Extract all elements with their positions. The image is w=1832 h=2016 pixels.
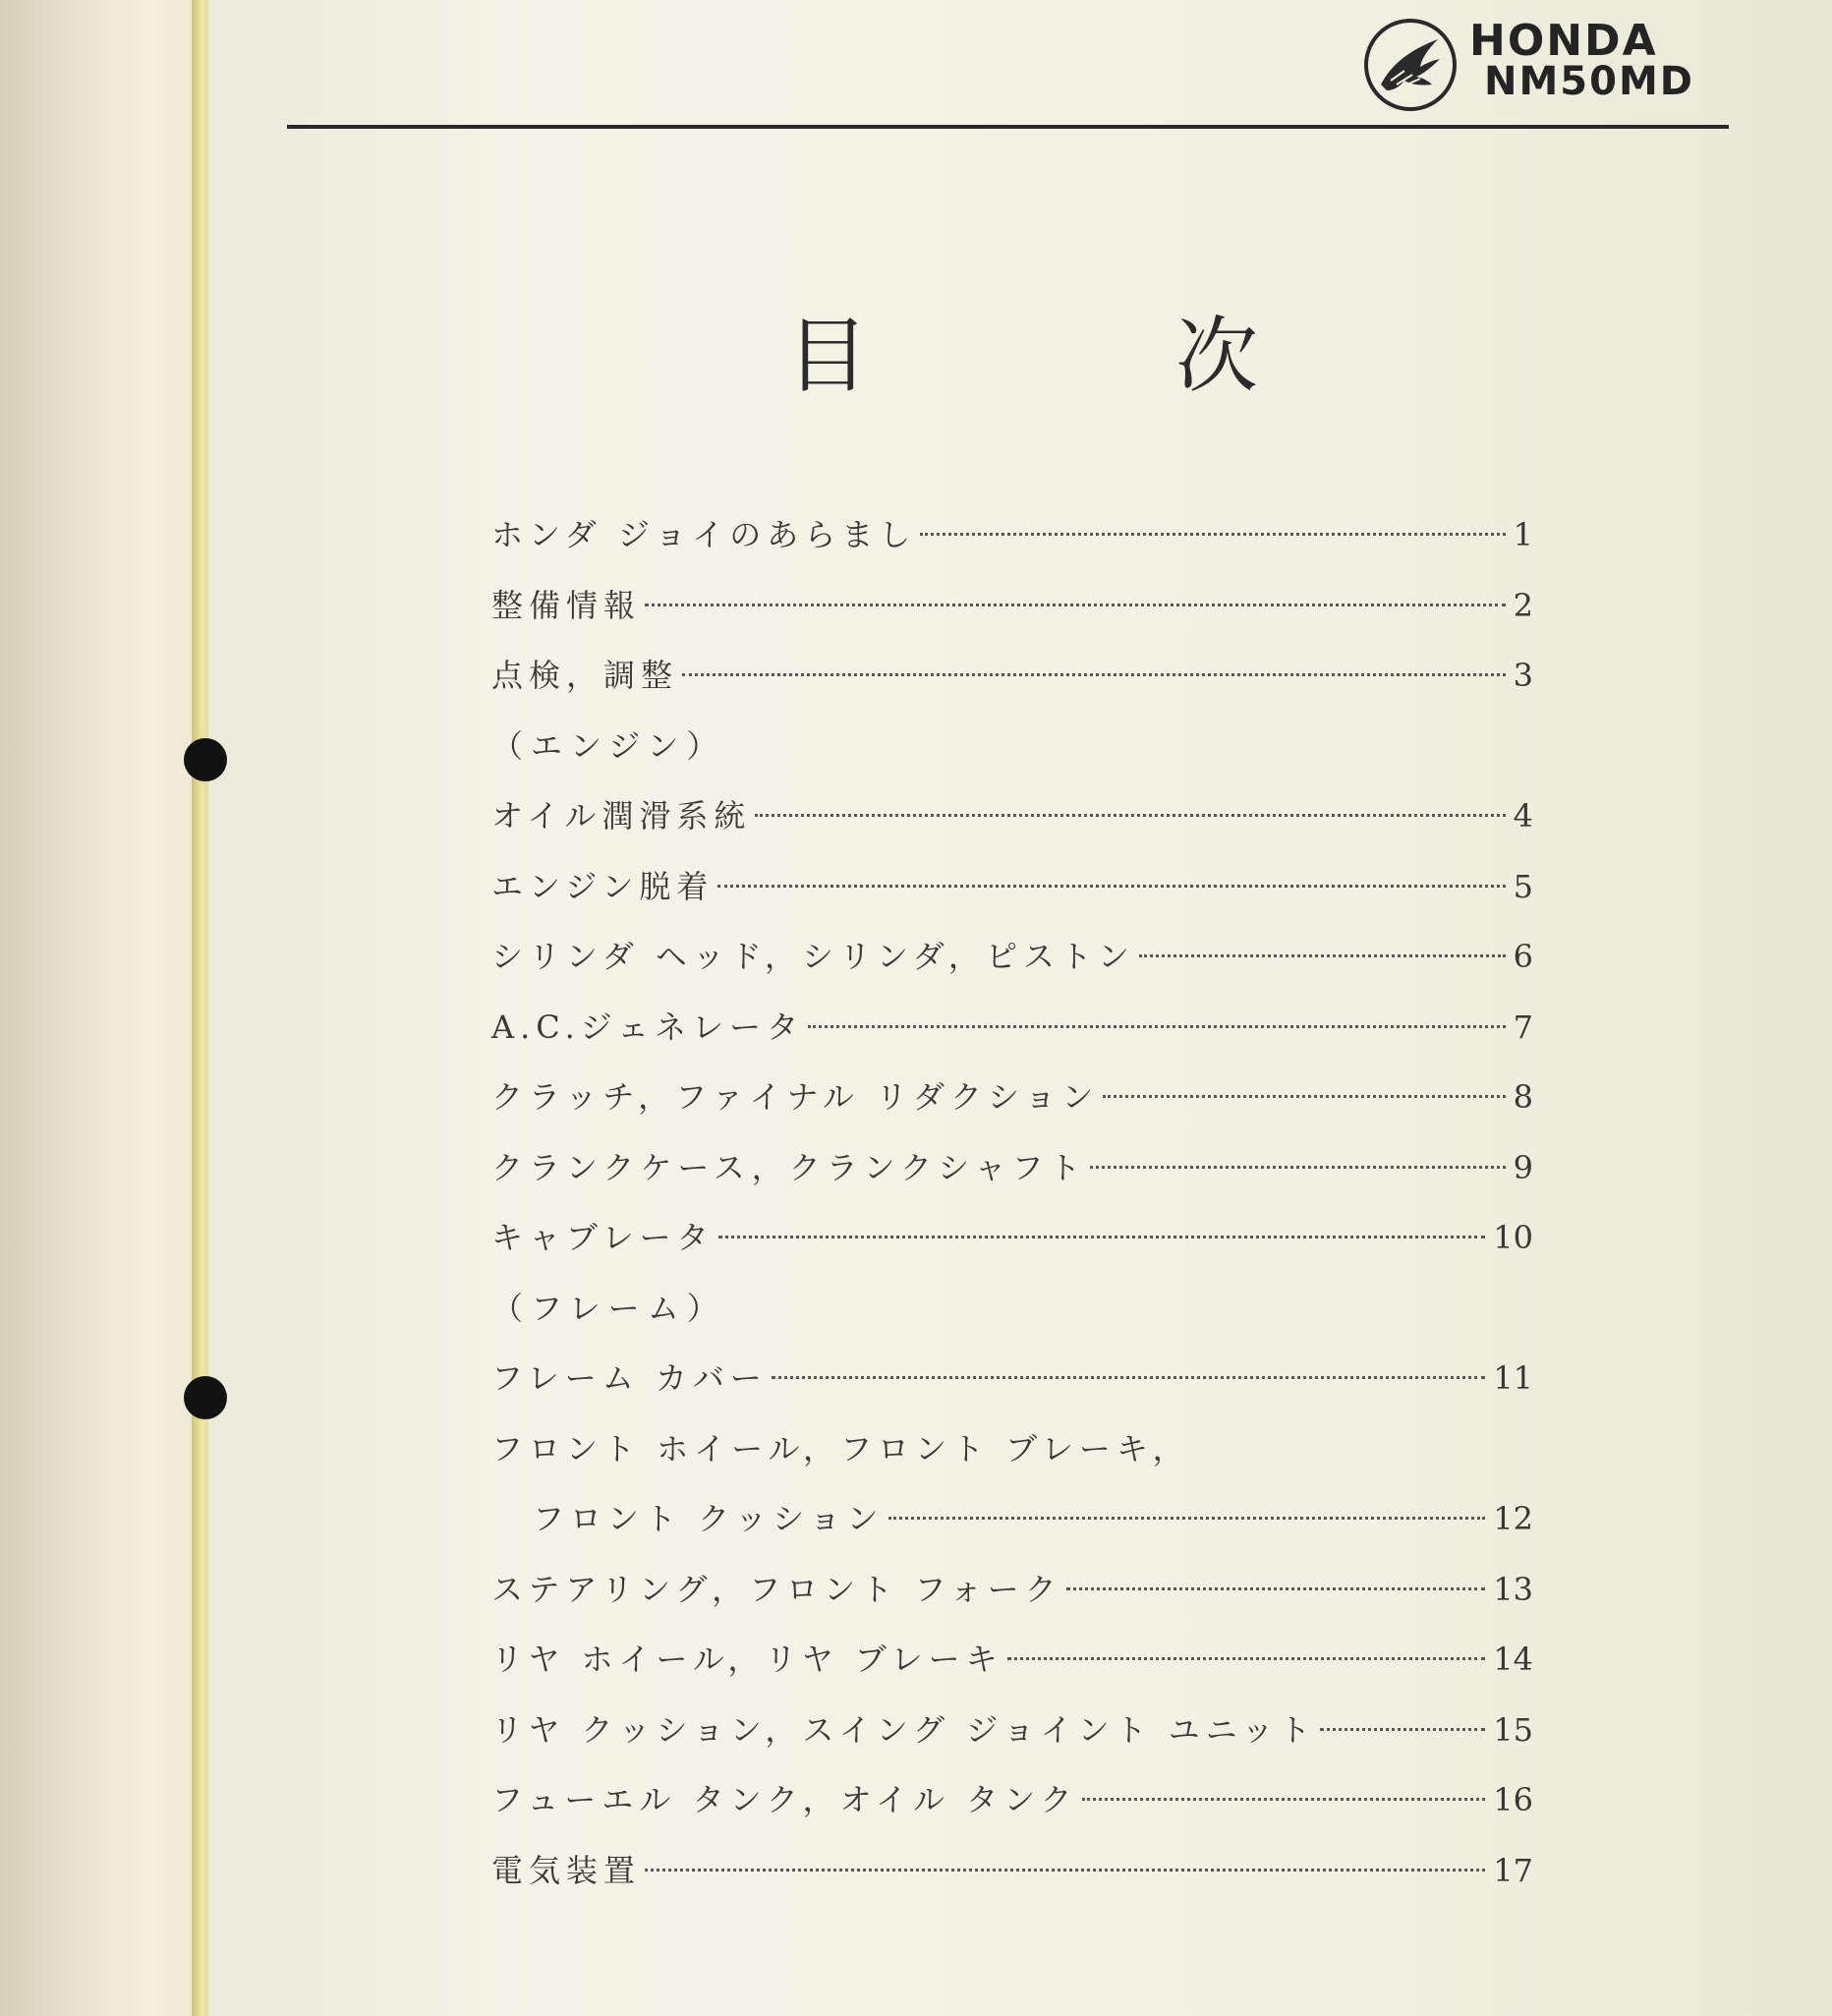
toc-entry [491, 932, 1533, 1003]
toc-entry [491, 1424, 1533, 1495]
header-rule [287, 125, 1729, 129]
toc-entry [491, 1846, 1533, 1917]
toc-entry-page: 12 [1493, 1500, 1533, 1537]
toc-entry-label: オイル潤滑系統 [491, 797, 752, 835]
toc-entry-page: 4 [1513, 797, 1533, 835]
toc-dot-leader [718, 1236, 1486, 1238]
toc-entry-page: 16 [1493, 1781, 1533, 1818]
previous-page-edge [0, 0, 211, 2016]
toc-entry [491, 1143, 1533, 1214]
toc-entry-label: キャブレータ [491, 1219, 715, 1256]
toc-entry-page: 1 [1513, 516, 1533, 553]
toc-dot-leader [717, 885, 1505, 888]
toc-entry [491, 1213, 1533, 1284]
toc-entry [491, 862, 1533, 933]
toc-entry-label: フレーム カバー [491, 1359, 768, 1397]
toc-entry-page: 2 [1513, 586, 1533, 624]
toc-entry-page: 7 [1513, 1008, 1533, 1046]
toc-entry [491, 1775, 1533, 1846]
toc-entry-label: ホンダ ジョイのあらまし [491, 516, 917, 553]
toc-dot-leader [1082, 1798, 1486, 1801]
toc-entry-page: 3 [1513, 657, 1533, 694]
toc-entry-page: 5 [1513, 867, 1533, 905]
title-char-1: 目 [786, 308, 870, 404]
toc-entry [491, 510, 1533, 581]
toc-entry-label: A.C.ジェネレータ [491, 1008, 805, 1046]
toc-entry-page: 14 [1493, 1641, 1533, 1678]
toc-entry-label: クラッチ，ファイナル リダクション [491, 1078, 1100, 1116]
toc-entry [491, 1635, 1533, 1705]
toc-entry-label: 整備情報 [491, 586, 642, 624]
toc-entry [491, 1565, 1533, 1636]
brand-name: HONDA [1469, 16, 1658, 66]
toc-entry [491, 1354, 1533, 1424]
honda-wing-logo-icon [1361, 16, 1460, 114]
toc-entry [491, 581, 1533, 652]
toc-entry-label: ステアリング，フロント フォーク [491, 1570, 1062, 1608]
page-title [786, 290, 1258, 404]
toc-entry-page: 6 [1513, 938, 1533, 975]
model-name: NM50MD [1484, 59, 1694, 104]
toc-dot-leader [1320, 1728, 1485, 1731]
toc-entry-label: （エンジン） [491, 726, 726, 765]
toc-entry [491, 721, 1533, 792]
toc-entry-label: シリンダ ヘッド，シリンダ，ピストン [491, 938, 1135, 975]
toc-entry-label: 電気装置 [491, 1851, 642, 1889]
toc-entry [491, 1003, 1533, 1073]
toc-dot-leader [888, 1517, 1486, 1520]
toc-dot-leader [1103, 1095, 1505, 1098]
toc-dot-leader [645, 1869, 1485, 1872]
toc-entry-page: 15 [1493, 1710, 1533, 1749]
toc-entry-page: 9 [1513, 1148, 1533, 1186]
binder-hole-top [184, 738, 227, 781]
toc-dot-leader [808, 1025, 1505, 1028]
title-char-2: 次 [1174, 308, 1258, 404]
toc-dot-leader [755, 814, 1505, 817]
toc-entry-label: フロント クッション [533, 1500, 885, 1537]
toc-entry-label: （フレーム） [491, 1289, 726, 1327]
toc-entry [491, 1284, 1533, 1354]
toc-entry-label: エンジン脱着 [491, 867, 715, 905]
toc-entry [491, 791, 1533, 862]
toc-dot-leader [920, 533, 1505, 536]
toc-dot-leader [772, 1376, 1485, 1379]
toc-dot-leader [1066, 1587, 1486, 1590]
toc-dot-leader [645, 604, 1506, 606]
toc-entry [491, 1494, 1533, 1565]
toc-entry-label: クランクケース，クランクシャフト [491, 1148, 1087, 1186]
toc-entry [491, 1072, 1533, 1143]
toc-entry-page: 8 [1513, 1078, 1533, 1116]
toc-entry [491, 651, 1533, 721]
toc-dot-leader [1139, 954, 1506, 957]
toc-entry-page: 11 [1493, 1359, 1533, 1397]
toc-entry-page: 10 [1493, 1219, 1533, 1256]
toc-dot-leader [1090, 1166, 1505, 1169]
toc-entry [491, 1705, 1533, 1776]
toc-entry-page: 13 [1493, 1570, 1533, 1608]
toc-entry-page: 17 [1493, 1851, 1533, 1889]
table-of-contents [491, 510, 1533, 1916]
toc-dot-leader [682, 673, 1506, 676]
toc-entry-label: リヤ クッション，スイング ジョイント ユニット [491, 1710, 1317, 1749]
toc-entry-label: フロント ホイール，フロント ブレーキ， [491, 1429, 1190, 1468]
binder-hole-bottom [184, 1376, 227, 1419]
toc-entry-label: 点検，調整 [491, 657, 679, 694]
toc-dot-leader [1007, 1657, 1486, 1660]
toc-entry-label: フューエル タンク，オイル タンク [491, 1781, 1078, 1818]
toc-entry-label: リヤ ホイール，リヤ ブレーキ [491, 1641, 1003, 1678]
